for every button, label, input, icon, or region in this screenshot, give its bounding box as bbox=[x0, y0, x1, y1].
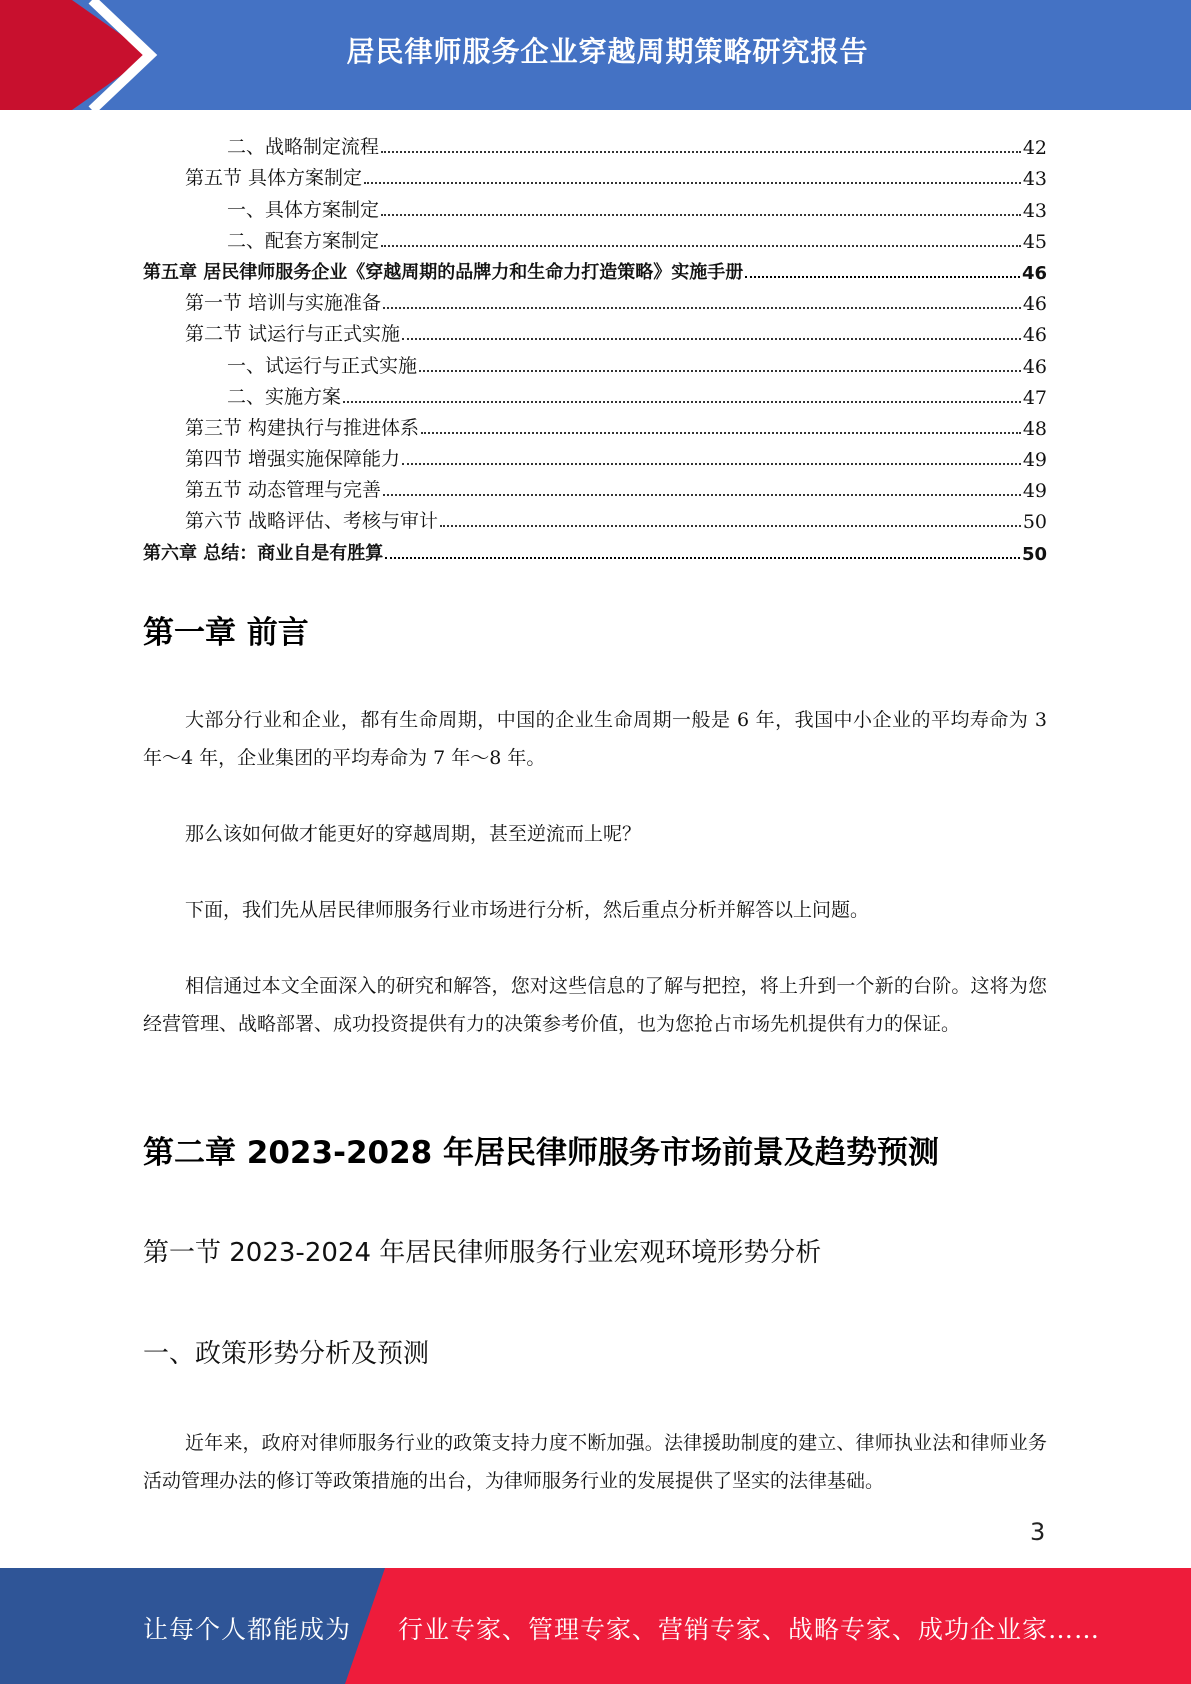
toc-entry[interactable] bbox=[143, 315, 1047, 346]
toc-entry-page: 46 bbox=[1022, 324, 1047, 347]
toc-entry-label: 第一节 培训与实施准备 bbox=[185, 292, 382, 315]
toc-entry-label: 一、试运行与正式实施 bbox=[227, 354, 418, 377]
toc-dot-leader bbox=[419, 370, 1021, 372]
toc-entry-page: 49 bbox=[1022, 449, 1047, 472]
toc-entry-page: 46 bbox=[1021, 262, 1047, 284]
toc-entry-label: 第三节 构建执行与推进体系 bbox=[185, 416, 420, 439]
toc-dot-leader bbox=[440, 525, 1021, 527]
toc-entry[interactable] bbox=[143, 471, 1047, 502]
page-header bbox=[0, 0, 1191, 110]
toc-entry-label: 第六章 总结：商业自是有胜算 bbox=[143, 542, 384, 564]
toc-entry[interactable] bbox=[143, 253, 1047, 284]
toc-entry-label: 第二节 试运行与正式实施 bbox=[185, 323, 401, 346]
page-footer bbox=[0, 1568, 1191, 1684]
toc-entry-label: 第五章 居民律师服务企业《穿越周期的品牌力和生命力打造策略》实施手册 bbox=[143, 261, 744, 283]
toc-dot-leader bbox=[383, 494, 1021, 496]
toc-dot-leader bbox=[385, 557, 1020, 559]
toc-entry[interactable] bbox=[143, 378, 1047, 409]
chapter-1-heading: 第一章 前言 bbox=[143, 615, 309, 651]
chapter-1-paragraph-3: 下面，我们先从居民律师服务行业市场进行分析，然后重点分析并解答以上问题。 bbox=[185, 899, 870, 921]
toc-dot-leader bbox=[381, 245, 1021, 247]
subsection-1-heading: 一、政策形势分析及预测 bbox=[143, 1339, 430, 1369]
toc-dot-leader bbox=[381, 214, 1021, 216]
chapter-2-paragraph-1: 近年来，政府对律师服务行业的政策支持力度不断加强。法律援助制度的建立、律师执业法和律师业务活动管理办法的修订等政策措施的出台，为律师服务行业的发展提供了坚实的法律基础。 bbox=[143, 1432, 1047, 1492]
toc-entry-label: 第五节 动态管理与完善 bbox=[185, 479, 382, 502]
toc-entry-page: 50 bbox=[1021, 543, 1047, 565]
chapter-1-paragraph-4: 相信通过本文全面深入的研究和解答，您对这些信息的了解与把控，将上升到一个新的台阶。这将为您经营管理、战略部署、成功投资提供有力的决策参考价值，也为您抢占市场先机提供有力的保证。 bbox=[143, 975, 1047, 1035]
toc-entry-page: 46 bbox=[1022, 293, 1047, 316]
toc-entry-label: 一、具体方案制定 bbox=[227, 198, 380, 221]
toc-dot-leader bbox=[402, 463, 1021, 465]
toc-entry[interactable] bbox=[143, 346, 1047, 377]
toc-entry-label: 二、配套方案制定 bbox=[227, 229, 380, 252]
toc-entry-label: 第五节 具体方案制定 bbox=[185, 167, 363, 190]
toc-entry[interactable] bbox=[143, 159, 1047, 190]
toc-entry-page: 42 bbox=[1022, 137, 1047, 160]
toc-entry-label: 第四节 增强实施保障能力 bbox=[185, 448, 401, 471]
footer-slogan-left: 让每个人都能成为 bbox=[143, 1615, 352, 1644]
toc-entry[interactable] bbox=[143, 409, 1047, 440]
toc-entry-label: 二、实施方案 bbox=[227, 385, 342, 408]
report-title: 居民律师服务企业穿越周期策略研究报告 bbox=[346, 35, 869, 68]
toc-dot-leader bbox=[383, 307, 1021, 309]
toc-entry[interactable] bbox=[143, 190, 1047, 221]
toc-entry-page: 46 bbox=[1022, 355, 1047, 378]
toc-entry[interactable] bbox=[143, 440, 1047, 471]
toc-entry-page: 43 bbox=[1022, 199, 1047, 222]
toc-dot-leader bbox=[745, 276, 1020, 278]
toc-entry-page: 47 bbox=[1022, 386, 1047, 409]
toc-entry[interactable] bbox=[143, 128, 1047, 159]
chapter-1-paragraph-2: 那么该如何做才能更好的穿越周期，甚至逆流而上呢？ bbox=[185, 823, 642, 845]
table-of-contents bbox=[143, 128, 1047, 565]
toc-dot-leader bbox=[364, 182, 1021, 184]
chapter-1-paragraph-1: 大部分行业和企业，都有生命周期，中国的企业生命周期一般是 6 年，我国中小企业的平均寿命为 3 年～4 年，企业集团的平均寿命为 7 年～8 年。 bbox=[143, 709, 1047, 769]
toc-entry-label: 二、战略制定流程 bbox=[227, 136, 380, 159]
toc-dot-leader bbox=[381, 151, 1021, 153]
toc-entry[interactable] bbox=[143, 533, 1047, 564]
toc-dot-leader bbox=[421, 432, 1021, 434]
toc-entry-page: 43 bbox=[1022, 168, 1047, 191]
toc-entry-label: 第六节 战略评估、考核与审计 bbox=[185, 510, 439, 533]
section-1-heading: 第一节 2023-2024 年居民律师服务行业宏观环境形势分析 bbox=[143, 1238, 822, 1268]
toc-dot-leader bbox=[343, 401, 1021, 403]
chapter-2-heading: 第二章 2023-2028 年居民律师服务市场前景及趋势预测 bbox=[143, 1135, 940, 1171]
footer-slogan-right: 行业专家、管理专家、营销专家、战略专家、成功企业家…… bbox=[398, 1615, 1101, 1644]
toc-entry[interactable] bbox=[143, 222, 1047, 253]
toc-entry[interactable] bbox=[143, 502, 1047, 533]
page-number: 3 bbox=[1030, 1518, 1046, 1546]
toc-entry-page: 49 bbox=[1022, 480, 1047, 503]
toc-dot-leader bbox=[402, 338, 1021, 340]
toc-entry[interactable] bbox=[143, 284, 1047, 315]
toc-entry-page: 45 bbox=[1022, 230, 1047, 253]
toc-entry-page: 50 bbox=[1022, 511, 1047, 534]
toc-entry-page: 48 bbox=[1022, 417, 1047, 440]
